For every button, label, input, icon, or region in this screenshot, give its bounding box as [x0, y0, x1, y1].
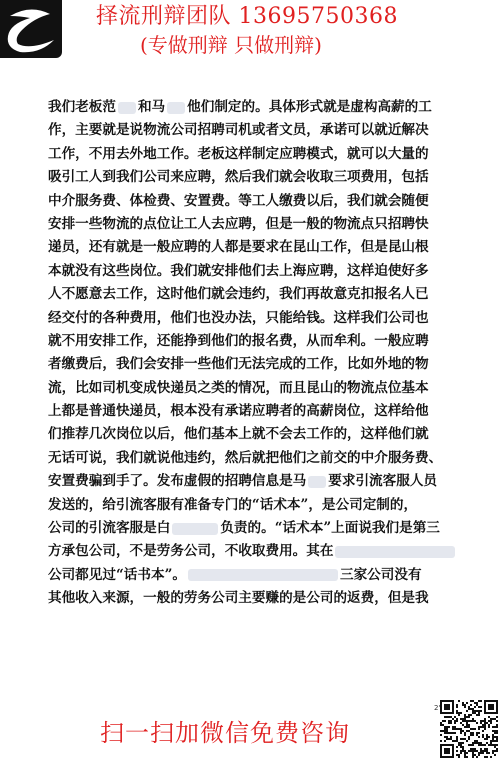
document-body: [48, 96, 458, 611]
text-line: [48, 447, 458, 470]
text-line: [48, 283, 458, 306]
text-line: [48, 587, 458, 610]
text-segment: 流，比如司机变成快递员之类的情况，而且昆山的物流点位基本: [48, 379, 429, 396]
text-segment: 负责的。“话术本”上面说我们是第三: [220, 520, 440, 537]
text-line: [48, 564, 458, 587]
text-line: [48, 517, 458, 540]
redacted-text: [118, 102, 136, 114]
redacted-text: [167, 102, 185, 114]
text-line: [48, 540, 458, 563]
text-line: [48, 400, 458, 423]
text-line: [48, 166, 458, 189]
text-segment: 我们老板范: [48, 99, 116, 115]
text-line: [48, 119, 458, 142]
text-segment: 就不用安排工作，还能挣到他们的报名费，从而牟利。一般应聘: [48, 332, 429, 349]
header: [0, 0, 500, 70]
text-line: [48, 213, 458, 236]
text-segment: 作，主要就是说物流公司招聘司机或者文员，承诺可以就近解决: [48, 122, 429, 139]
text-segment: 他们制定的。具体形式就是虚构高薪的工: [187, 99, 432, 115]
text-segment: 公司的引流客服是白: [48, 520, 171, 537]
swoosh-logo-icon: [0, 0, 62, 58]
text-line: [48, 377, 458, 400]
footer-cta: 扫一扫加微信免费咨询: [100, 719, 350, 747]
text-line: [48, 190, 458, 213]
qr-code[interactable]: [440, 700, 498, 758]
text-segment: 其他收入来源，一般的劳务公司主要赚的是公司的返费，但是我: [48, 590, 429, 607]
text-line: [48, 260, 458, 283]
text-line: [48, 423, 458, 446]
text-segment: 吸引工人到我们公司来应聘，然后我们就会收取三项费用，包括: [48, 169, 429, 186]
text-segment: 安置费骗到手了。发布虚假的招聘信息是马: [48, 473, 307, 490]
text-segment: 发送的，给引流客服有准备专门的“话术本”，是公司定制的，: [48, 496, 418, 513]
text-segment: 本就没有这些岗位。我们就安排他们去上海应聘，这样迫使好多: [48, 262, 429, 279]
text-line: [48, 96, 458, 119]
text-segment: 安排一些物流的点位让工人去应聘，但是一般的物流点只招聘快: [48, 215, 429, 232]
text-segment: 三家公司没有: [339, 566, 422, 583]
redacted-text: [335, 546, 455, 558]
text-segment: 们推荐几次岗位以后，他们基本上就不会去工作的，这样他们就: [48, 426, 429, 443]
text-line: [48, 494, 458, 517]
text-segment: 无话可说，我们就说他违约，然后就把他们之前交的中介服务费、: [48, 449, 443, 466]
text-line: [48, 236, 458, 259]
text-segment: 人不愿意去工作，这时他们就会违约，我们再故意克扣报名人已: [48, 286, 429, 303]
redacted-text: [308, 476, 326, 488]
redacted-text: [172, 523, 218, 535]
text-segment: 者缴费后，我们会安排一些他们无法完成的工作，比如外地的物: [48, 356, 429, 373]
text-segment: 公司都见过“话书本”。: [48, 566, 186, 583]
text-segment: 经交付的各种费用，他们也没办法，只能给钱。这样我们公司也: [48, 309, 429, 326]
text-line: [48, 330, 458, 353]
brand-logo: [0, 0, 62, 58]
header-subtitle: (专做刑辩 只做刑辩): [140, 33, 322, 57]
text-line: [48, 307, 458, 330]
text-segment: 上都是普通快递员，根本没有承诺应聘者的高薪岗位，这样给他: [48, 403, 429, 420]
qr-code-icon: [440, 700, 498, 758]
qr-mark: 2': [434, 704, 441, 712]
text-line: [48, 143, 458, 166]
redacted-text: [188, 569, 338, 581]
text-segment: 中介服务费、体检费、安置费。等工人缴费以后，我们就会随便: [48, 192, 429, 209]
text-segment: 方承包公司，不是劳务公司，不收取费用。其在: [48, 543, 334, 560]
text-segment: 工作，不用去外地工作。老板这样制定应聘模式，就可以大量的: [48, 145, 429, 162]
text-segment: 递员，还有就是一般应聘的人都是要求在昆山工作，但是昆山根: [48, 239, 429, 256]
text-line: [48, 470, 458, 493]
text-line: [48, 353, 458, 376]
text-segment: 要求引流客服人员: [328, 473, 438, 490]
header-title: 择流刑辩团队 13695750368: [96, 4, 398, 29]
text-segment: 和马: [137, 99, 166, 115]
